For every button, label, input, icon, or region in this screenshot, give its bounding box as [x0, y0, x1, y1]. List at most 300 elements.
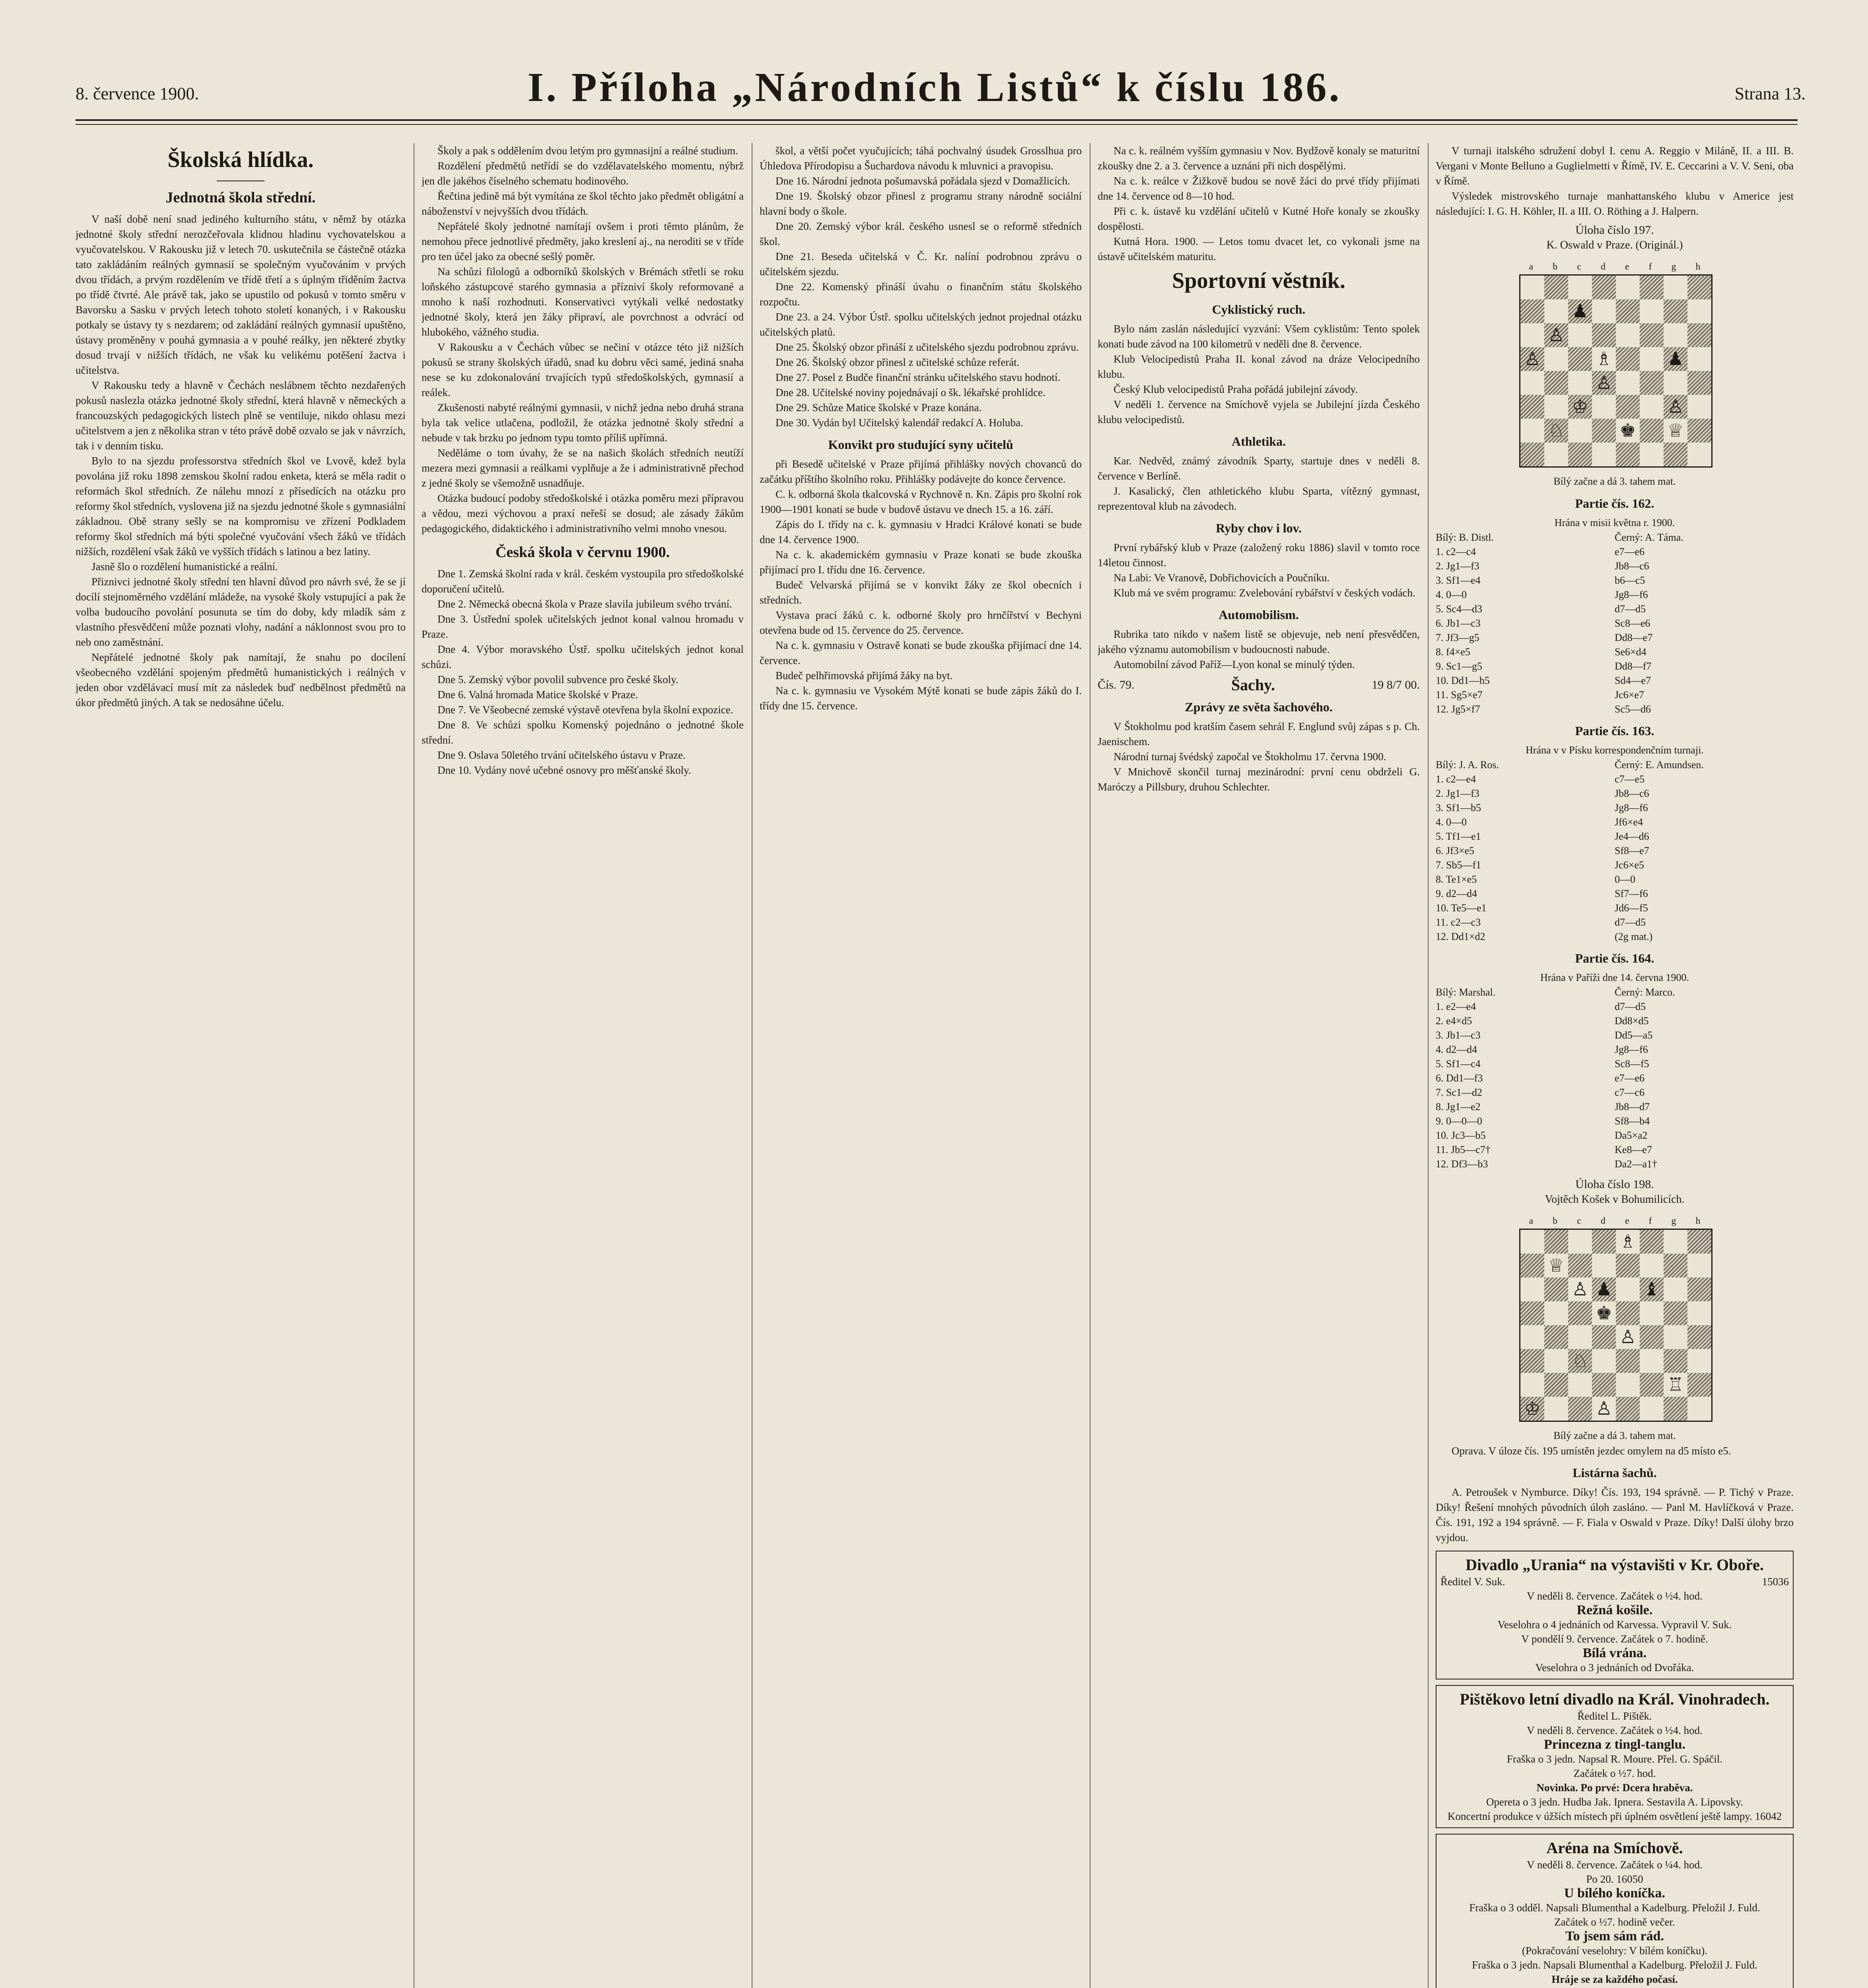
file-label: g — [1671, 262, 1676, 272]
move-row — [1436, 631, 1794, 645]
board-square — [1640, 371, 1664, 395]
black-player: Černý: Marco. — [1615, 986, 1675, 998]
move-row — [1436, 559, 1794, 573]
ad-line: Koncertní produkce v úžších místech při úplném osvětlení ještě lampy. 16042 — [1447, 1810, 1782, 1822]
move: Sd4—e7 — [1615, 675, 1651, 686]
game-subtitle: Hrána v v Písku korrespondenčním turnaji. — [1526, 744, 1704, 756]
move: 9. d2—d4 — [1436, 888, 1477, 899]
ad-line: Hráje se za každého počasí. — [1551, 1973, 1678, 1985]
board-square — [1664, 1349, 1687, 1373]
move: 4. 0—0 — [1436, 589, 1467, 600]
paragraph: Nepřátelé školy jednotné namítají ovšem i proti těmto plánům, že nemohou přece jednotlivé předměty, jako kreslení aj., na neroditi se v tříde pro ten účel jako za obecné sešlý poměr. — [422, 220, 744, 262]
move: 9. 0—0—0 — [1436, 1115, 1482, 1127]
board-square — [1664, 1230, 1687, 1254]
file-label: h — [1695, 1216, 1701, 1226]
board-square — [1687, 1277, 1711, 1301]
board-square — [1687, 395, 1711, 419]
board-square — [1592, 1325, 1616, 1349]
board-square — [1520, 371, 1544, 395]
issue-date: 8. července 1900. — [76, 84, 199, 103]
paragraph: Dne 16. Národní jednota pošumavská pořádala sjezd v Domažlicích. — [776, 175, 1070, 187]
problem-author: Vojtěch Košek v Bohumilicích. — [1545, 1193, 1685, 1206]
column-5 — [1436, 143, 1794, 1988]
ad-line: Novinka. Po prvé: Dcera hraběva. — [1536, 1782, 1693, 1794]
board-square — [1568, 371, 1592, 395]
file-label: h — [1695, 262, 1701, 272]
paragraph: V Rakousku tedy a hlavně v Čechách neslábnem těchto nezdařených pokusů naslezla otázka jednotné školy střední, která hlavně v německých a francouzských pedagogických listech plně se ventiluje, nikdo ohlasu mezi učitelstvem a jen z několika stran v této právě době ozvalo se jak v návrzích, tak i v denním tisku. — [76, 379, 406, 452]
ad-line: Veselohra o 3 jednáních od Dvořáka. — [1535, 1662, 1694, 1673]
white-player: Bílý: Marshal. — [1436, 986, 1496, 998]
game-players — [1436, 758, 1794, 772]
move: 7. Sc1—d2 — [1436, 1087, 1482, 1098]
move: 2. Jg1—f3 — [1436, 560, 1479, 572]
move: (2g mat.) — [1615, 931, 1653, 942]
paragraph: při Besedě učitelské v Praze přijímá přihlášky nových chovanců do začátku příštího školního roku. Přihlášky podávejte do konce července. — [760, 458, 1082, 485]
move-row — [1436, 1143, 1794, 1157]
move: Sc8—e6 — [1615, 617, 1650, 629]
board-square — [1640, 443, 1664, 466]
board-square — [1544, 1230, 1568, 1254]
paragraph: škol, a větší počet vyučujících; táhá pochvalný úsudek Grosslhua pro Úhledova Přírodopisu a Šuchardova návodu k mluvnici a pravopisu. — [760, 145, 1082, 172]
board-square — [1544, 419, 1568, 443]
chess-piece-icon: ♕ — [1667, 420, 1684, 441]
chess-piece-icon: ♟ — [1596, 1279, 1612, 1299]
paragraph: Školy a pak s oddělením dvou letým pro gymnasijní a reálné studium. — [437, 145, 738, 157]
move: e7—e6 — [1615, 546, 1645, 557]
board-square — [1616, 323, 1640, 347]
move-row — [1436, 616, 1794, 631]
move-row — [1436, 1057, 1794, 1071]
board-square — [1616, 1397, 1640, 1421]
paragraph: Na c. k. reálném vyšším gymnasiu v Nov. Bydžově konaly se maturitní zkoušky dne 2. a 3. července a uznáni při nich dospělými. — [1098, 145, 1420, 172]
move: Jb8—c6 — [1615, 560, 1649, 572]
move: 5. Sc4—d3 — [1436, 603, 1482, 615]
paragraph: Klub Velocipedistů Praha II. konal závod na dráze Velocipedního klubu. — [1098, 353, 1420, 380]
ad-number: 15036 — [1762, 1576, 1789, 1588]
board-square — [1687, 443, 1711, 466]
move-row — [1436, 1085, 1794, 1100]
board-square — [1568, 299, 1592, 323]
move: 1. c2—e4 — [1436, 773, 1476, 785]
move: Dd8—e7 — [1615, 632, 1653, 643]
white-player: Bílý: B. Distl. — [1436, 532, 1494, 543]
move: d7—d5 — [1615, 916, 1646, 928]
game-moves — [1436, 530, 1794, 716]
board-square — [1664, 371, 1687, 395]
move: Je4—d6 — [1615, 831, 1649, 842]
move-row — [1436, 645, 1794, 659]
ad-line: V neděli 8. července. Začátek o ½4. hod. — [1527, 1724, 1703, 1736]
column-2 — [422, 143, 744, 1988]
move: 8. Jg1—e2 — [1436, 1101, 1481, 1112]
ad-line: Princezna z tingl-tanglu. — [1543, 1737, 1686, 1752]
paragraph: Dne 30. Vydán byl Učitelský kalendář redakcí A. Holuba. — [776, 417, 1023, 429]
board-square — [1592, 1277, 1616, 1301]
subsection-heading: Cyklistický ruch. — [1212, 302, 1306, 316]
board-square — [1640, 1254, 1664, 1277]
paragraph: Český Klub velocipedistů Praha pořádá jubilejní závody. — [1114, 383, 1358, 395]
paragraph: A. Petroušek v Nymburce. Díky! Čís. 193, 194 správně. — P. Tichý v Praze. Díky! Řešení mnohých původních úloh zasláno. — Panl M. Havlíčková v Praze. Čís. 191, 192 a 194 správně. — F. Fiala v Oswald v Praze. Díky! Další úlohy brzo vyjdou. — [1436, 1486, 1794, 1543]
board-square — [1568, 1325, 1592, 1349]
move: 6. Jf3×e5 — [1436, 845, 1474, 856]
board-square — [1592, 1254, 1616, 1277]
move: Se6×d4 — [1615, 646, 1646, 658]
chess-piece-icon: ♙ — [1596, 373, 1612, 393]
ad-line: V neděli 8. července. Začátek o ½4. hod. — [1527, 1590, 1703, 1602]
chess-piece-icon: ♙ — [1572, 1279, 1588, 1299]
board-square — [1664, 1373, 1687, 1397]
board-square — [1687, 419, 1711, 443]
board-square — [1520, 1230, 1544, 1254]
game-moves — [1436, 758, 1794, 944]
move: 11. Sg5×e7 — [1436, 689, 1483, 701]
file-label: e — [1625, 262, 1629, 272]
white-player: Bílý: J. A. Ros. — [1436, 759, 1499, 771]
board-square — [1664, 299, 1687, 323]
board-square — [1592, 323, 1616, 347]
board-square — [1616, 347, 1640, 371]
board-square — [1616, 395, 1640, 419]
board-square — [1592, 395, 1616, 419]
ad-line: To jsem sám rád. — [1565, 1929, 1664, 1943]
board-square — [1640, 395, 1664, 419]
paragraph: Dne 19. Školský obzor přinesl z programu strany národně sociální hlavní body o škole. — [760, 190, 1082, 217]
paragraph: Na Labi: Ve Vranově, Dobřichovicích a Poučníku. — [1114, 572, 1330, 584]
theater-director-row — [1440, 1574, 1789, 1589]
paragraph: Kutná Hora. 1900. — Letos tomu dvacet let, co vykonali jsme na ústavě učitelském maturitu. — [1098, 235, 1420, 262]
board-square — [1616, 1349, 1640, 1373]
paragraph: Dne 25. Školský obzor přináší z učitelského sjezdu podrobnou zprávu. — [776, 341, 1079, 353]
move-row — [1436, 915, 1794, 930]
board-square — [1520, 419, 1544, 443]
theater-title: Divadlo „Urania“ na výstavišti v Kr. Oboře. — [1466, 1556, 1764, 1574]
paragraph: Dne 6. Valná hromada Matice školské v Praze. — [437, 689, 638, 701]
problem-caption: Bílý začne a dá 3. tahem mat. — [1553, 1430, 1676, 1441]
paragraph: Dne 20. Zemský výbor král. českého usnesl se o reformě středních škol. — [760, 220, 1082, 247]
board-square — [1592, 347, 1616, 371]
game-players — [1436, 985, 1794, 1000]
board-square — [1664, 1301, 1687, 1325]
chess-piece-icon: ♟ — [1572, 301, 1588, 321]
move-row — [1436, 1157, 1794, 1171]
move: Sf8—e7 — [1615, 845, 1649, 856]
board-square — [1640, 1230, 1664, 1254]
move-row — [1436, 588, 1794, 602]
ad-line: V pondělí 9. července. Začátek o 7. hodině. — [1521, 1633, 1708, 1645]
paragraph: Dne 27. Posel z Budče finanční stránku učitelského stavu hodnotí. — [776, 371, 1061, 383]
board-square — [1687, 1373, 1711, 1397]
board-square — [1568, 1397, 1592, 1421]
chess-piece-icon: ♔ — [1572, 396, 1588, 417]
paragraph: Dne 26. Školský obzor přinesl z učitelské schůze referát. — [776, 356, 1020, 368]
move: Jg8—f6 — [1615, 802, 1648, 813]
board-square — [1520, 1325, 1544, 1349]
game-moves — [1436, 985, 1794, 1171]
board-square — [1520, 1373, 1544, 1397]
board-square — [1544, 371, 1568, 395]
board-square — [1687, 323, 1711, 347]
board-square — [1520, 443, 1544, 466]
move-row — [1436, 688, 1794, 702]
board-square — [1568, 395, 1592, 419]
board-square — [1616, 1277, 1640, 1301]
board-square — [1592, 1373, 1616, 1397]
board-square — [1544, 1277, 1568, 1301]
board-square — [1687, 1397, 1711, 1421]
chess-piece-icon: ♖ — [1667, 1375, 1684, 1395]
subsection-heading: Automobilism. — [1219, 608, 1299, 622]
chess-number: Čís. 79. — [1098, 678, 1135, 691]
move: Sc5—d6 — [1615, 703, 1651, 715]
board-square — [1664, 1325, 1687, 1349]
chess-piece-icon: ♙ — [1596, 1398, 1612, 1419]
ad-line: Začátek o ½7. hodině večer. — [1554, 1916, 1675, 1928]
paragraph: Řečtina jedině má být vymítána ze škol těchto jako předmět obligátní a náboženství v nejvyšších dvou třídách. — [422, 190, 744, 217]
paragraph: Bylo nám zaslán následující vyzvání: Všem cyklistům: Tento spolek konati bude závod na 100 kilometrů v neděli dne 8. července. — [1098, 323, 1420, 350]
supplement-title: I. Příloha „Národních Listů“ k číslu 186. — [527, 64, 1342, 110]
board-square — [1544, 1301, 1568, 1325]
move: Sf8—b4 — [1615, 1115, 1650, 1127]
move: 5. Tf1—e1 — [1436, 831, 1481, 842]
masthead — [48, 60, 1821, 111]
theater-title: Pištěkovo letní divadlo na Král. Vinohradech. — [1460, 1690, 1770, 1708]
board-square — [1544, 276, 1568, 299]
board-square — [1664, 323, 1687, 347]
move-row — [1436, 674, 1794, 688]
file-label: b — [1553, 1216, 1558, 1226]
move: 3. Jb1—c3 — [1436, 1029, 1481, 1041]
paragraph: Dne 22. Komenský přináší úvahu o finančním státu školského rozpočtu. — [760, 281, 1082, 308]
chess-piece-icon: ♙ — [1524, 349, 1541, 369]
board-square — [1520, 395, 1544, 419]
move: b6—c5 — [1615, 575, 1645, 586]
move: 0—0 — [1615, 874, 1635, 885]
board-square — [1640, 299, 1664, 323]
paragraph: Dne 9. Oslava 50letého trvání učitelského ústavu v Praze. — [437, 749, 686, 761]
board-square — [1520, 276, 1544, 299]
board-square — [1520, 1301, 1544, 1325]
paragraph: Přiznivci jednotné školy střední ten hlavní důvod pro návrh své, že se jí docílí stejnoměrného vzdělání mládeže, na vysoké školy vstupující a pak že volba budoucího povolání posunuta se tím do doby, kdy mladík sám z vlastního přesvědčení může poznati vlohy, nadání a náklonnost svou pro to neb ono zaměstnání. — [76, 576, 406, 648]
move-row — [1436, 1000, 1794, 1014]
board-square — [1592, 1349, 1616, 1373]
move: 2. Jg1—f3 — [1436, 788, 1479, 799]
move: Jb8—d7 — [1615, 1101, 1650, 1112]
board-square — [1640, 419, 1664, 443]
paragraph: Na c. k. akademickém gymnasiu v Praze konati se bude zkouška přijímací pro I. třídu dne 16. července. — [760, 549, 1082, 576]
board-square — [1568, 443, 1592, 466]
ad-line: Začátek o ½7. hod. — [1573, 1767, 1656, 1779]
paragraph: Automobilní závod Paříž—Lyon konal se minulý týden. — [1114, 658, 1355, 670]
chess-heading: Šachy. — [1231, 676, 1275, 694]
move-row — [1436, 545, 1794, 559]
move: 7. Sb5—f1 — [1436, 859, 1481, 871]
game-players — [1436, 530, 1794, 545]
file-label: a — [1529, 1216, 1534, 1226]
theater-title: Aréna na Smíchově. — [1546, 1839, 1683, 1857]
board-square — [1568, 1373, 1592, 1397]
board-square — [1592, 371, 1616, 395]
board-square — [1616, 1373, 1640, 1397]
board-square — [1592, 1397, 1616, 1421]
chess-piece-icon: ♙ — [1548, 325, 1565, 345]
board-square — [1592, 276, 1616, 299]
move: d7—d5 — [1615, 1001, 1646, 1012]
chess-piece-icon: ♗ — [1619, 1231, 1636, 1252]
board-square — [1592, 419, 1616, 443]
file-label: c — [1577, 1216, 1581, 1226]
move: 6. Jb1—c3 — [1436, 617, 1481, 629]
board-square — [1520, 1397, 1544, 1421]
chess-piece-icon: ♝ — [1643, 1279, 1660, 1299]
paragraph: J. Kasalický, člen athletického klubu Sparta, vítězný gymnast, reprezentoval klub na závodech. — [1098, 485, 1420, 512]
paragraph: Dne 10. Vydány nové učebné osnovy pro měšťanské školy. — [437, 764, 691, 776]
board-square — [1520, 1349, 1544, 1373]
column-3 — [760, 143, 1082, 1988]
board-square — [1687, 1254, 1711, 1277]
move-row — [1436, 659, 1794, 674]
file-label: c — [1577, 262, 1581, 272]
board-square — [1664, 443, 1687, 466]
ad-line: Fraška o 3 jedn. Napsal R. Moure. Přel. G. Spáčil. — [1506, 1753, 1723, 1765]
masthead-rule-thin — [76, 124, 1798, 125]
chess-piece-icon: ♟ — [1667, 349, 1684, 369]
board-square — [1640, 1301, 1664, 1325]
board-square — [1520, 1277, 1544, 1301]
paragraph: Neděláme o tom úvahy, že se na našich školách středních neutíží mezera mezi gymnasii a reálkami vyplňuje a že i administrativně přechod z jedné školy se všemožně usnadňuje. — [422, 447, 744, 489]
paragraph: Dne 4. Výbor moravského Ústř. spolku učitelských jednot konal schůzi. — [422, 643, 744, 670]
move-row — [1436, 872, 1794, 887]
paragraph: V Štokholmu pod kratším časem sehrál F. Englund svůj zápas s p. Ch. Jaenischem. — [1098, 720, 1420, 747]
board-square — [1687, 276, 1711, 299]
move: 1. e2—e4 — [1436, 1001, 1476, 1012]
board-square — [1544, 1373, 1568, 1397]
paragraph: V Mnichově skončil turnaj mezinárodní: první cenu obdrželi G. Maróczy a Pillsbury, druhou Schlechter. — [1098, 766, 1420, 793]
move: 3. Sf1—e4 — [1436, 575, 1481, 586]
section-heading: Školská hlídka. — [167, 148, 314, 172]
paragraph: Dne 29. Schůze Matice školské v Praze konána. — [776, 402, 982, 414]
file-label: d — [1600, 262, 1606, 272]
paragraph: Otázka budoucí podoby středoškolské i otázka poměru mezi přípravou a vědou, mezi výchovou a praxí neřeší se dosud; ale zásady žákům pedagogického, didaktického i administrativního velmi mnoho vnesou. — [422, 492, 744, 534]
board-square — [1568, 1349, 1592, 1373]
board-square — [1520, 347, 1544, 371]
chess-piece-icon: ♗ — [1596, 349, 1612, 369]
ad-line: Po 20. 16050 — [1586, 1873, 1643, 1885]
ad-line: Fraška o 3 odděl. Napsali Blumenthal a Kadelburg. Přeložil J. Fuld. — [1469, 1902, 1760, 1914]
paragraph: Jasně šlo o rozdělení humanistické a reální. — [91, 561, 278, 573]
board-square — [1664, 1254, 1687, 1277]
chess-piece-icon: ♚ — [1619, 420, 1636, 441]
board-square — [1616, 1230, 1640, 1254]
board-files — [1519, 259, 1710, 274]
file-label: g — [1671, 1216, 1676, 1226]
board-square — [1664, 419, 1687, 443]
article-title: Česká škola v červnu 1900. — [495, 544, 670, 561]
move: Dd8×d5 — [1615, 1015, 1649, 1027]
move-row — [1436, 887, 1794, 901]
paragraph: Na c. k. gymnasiu v Ostravě konati se bude zkouška přijímací dne 14. července. — [760, 639, 1082, 666]
board-square — [1687, 1230, 1711, 1254]
move: 12. Jg5×f7 — [1436, 703, 1480, 715]
move: Dd5—a5 — [1615, 1029, 1653, 1041]
board-square — [1687, 347, 1711, 371]
paragraph: V naší době není snad jediného kulturního státu, v němž by otázka jednotné školy střední nerozčeřovala klidnou hladinu vychovatelskou a vyučovatelskou. V Rakousku již v letech 70. uskutečnila se částečně otázka tato zakládáním reálných gymnasií se společným vyučováním v prvých dvou třídách, a prvým rozdělením ve třídě třetí a s úplným třiděním žactva po třídě čtvrté. Ale právě tak, jako se upustilo od pokusů v tomto směru v Bavorsku a Sasku v prvých letech tohoto století konaných, i v Rakousku potkaly se ústavy ty s nezdarem; od zakládání reálných gymnasií upuštěno, ústavy proměněny v pouhá gymnasia a v pouhé reálky, jen některé zbytky dosud trvají v nižších třídách, ne však ku velikému potěšení žactva i učitelstva. — [76, 213, 406, 376]
move: 4. 0—0 — [1436, 816, 1467, 828]
paragraph: Klub má ve svém programu: Zvelebování rybářství v českých vodách. — [1114, 587, 1415, 599]
move: Ke8—e7 — [1615, 1144, 1652, 1155]
game-title: Partie čís. 162. — [1575, 496, 1654, 511]
board-square — [1664, 395, 1687, 419]
board-square — [1520, 323, 1544, 347]
board-square — [1616, 419, 1640, 443]
board-square — [1568, 323, 1592, 347]
board-square — [1640, 323, 1664, 347]
move: c7—e5 — [1615, 773, 1645, 785]
move-row — [1436, 815, 1794, 829]
theater-director: Ředitel L. Pištěk. — [1577, 1710, 1652, 1722]
paragraph: Dne 28. Učitelské noviny pojednávají o šk. lékařské prohlídce. — [776, 386, 1046, 398]
paragraph: V Rakousku a v Čechách vůbec se nečiní v otázce této již nižších pokusů se strany školských úřadů, snad ku dobru věci samé, jediná snaha nese se ku zdokonalování trvajících typů středoškolských, gymnasií a reálek. — [422, 341, 744, 398]
move: 7. Jf3—g5 — [1436, 632, 1479, 643]
board-square — [1640, 1325, 1664, 1349]
paragraph: Kar. Nedvěd, známý závodník Sparty, startuje dnes v neděli 8. července v Berlíně. — [1098, 455, 1420, 482]
board-square — [1568, 347, 1592, 371]
board-square — [1616, 1254, 1640, 1277]
board-square — [1640, 1277, 1664, 1301]
file-label: e — [1625, 1216, 1629, 1226]
move-row — [1436, 1071, 1794, 1085]
board-files — [1519, 1213, 1710, 1229]
chess-header — [1098, 678, 1420, 693]
move: Jc6×e5 — [1615, 859, 1644, 871]
problem-caption: Bílý začne a dá 3. tahem mat. — [1553, 476, 1676, 487]
theater-ad — [1436, 1551, 1794, 1679]
article-title: Konvikt pro studující syny učitelů — [828, 437, 1013, 452]
board-square — [1568, 419, 1592, 443]
move: 11. c2—c3 — [1436, 916, 1481, 928]
subsection-heading: Ryby chov i lov. — [1216, 521, 1302, 535]
move-row — [1436, 1100, 1794, 1114]
move: 2. e4×d5 — [1436, 1015, 1472, 1027]
move: Sc8—f5 — [1615, 1058, 1649, 1070]
paragraph: Oprava. V úloze čís. 195 umístěn jezdec omylem na d5 místo e5. — [1452, 1445, 1731, 1457]
board-square — [1520, 1254, 1544, 1277]
problem-author: K. Oswald v Praze. (Originál.) — [1546, 239, 1683, 251]
ad-line: Režná košile. — [1576, 1603, 1653, 1617]
ad-line: (Pokračování veselohry: V bílém koníčku). — [1522, 1945, 1708, 1957]
article-title: Jednotná škola střední. — [165, 189, 316, 206]
board-square — [1687, 1325, 1711, 1349]
board-square — [1544, 1349, 1568, 1373]
paragraph: Rozdělení předmětů netřídí se do vzdělavatelského momentu, nýbrž jen dle jakéhos číselného schematu hodinového. — [422, 160, 744, 187]
board-square — [1664, 276, 1687, 299]
board-square — [1664, 1397, 1687, 1421]
board-square — [1687, 299, 1711, 323]
subsection-heading: Zprávy ze světa šachového. — [1185, 700, 1333, 714]
masthead-rule — [76, 119, 1798, 121]
board-square — [1520, 299, 1544, 323]
move: c7—c6 — [1615, 1087, 1645, 1098]
move: 6. Dd1—f3 — [1436, 1072, 1483, 1084]
move-row — [1436, 602, 1794, 616]
move: 10. Dd1—h5 — [1436, 675, 1490, 686]
move-row — [1436, 829, 1794, 844]
move-row — [1436, 801, 1794, 815]
ad-line: Veselohra o 4 jednáních od Karvessa. Vypravil V. Suk. — [1497, 1619, 1732, 1631]
board-square — [1664, 347, 1687, 371]
board-square — [1568, 1230, 1592, 1254]
move-row — [1436, 858, 1794, 872]
board-square — [1592, 443, 1616, 466]
